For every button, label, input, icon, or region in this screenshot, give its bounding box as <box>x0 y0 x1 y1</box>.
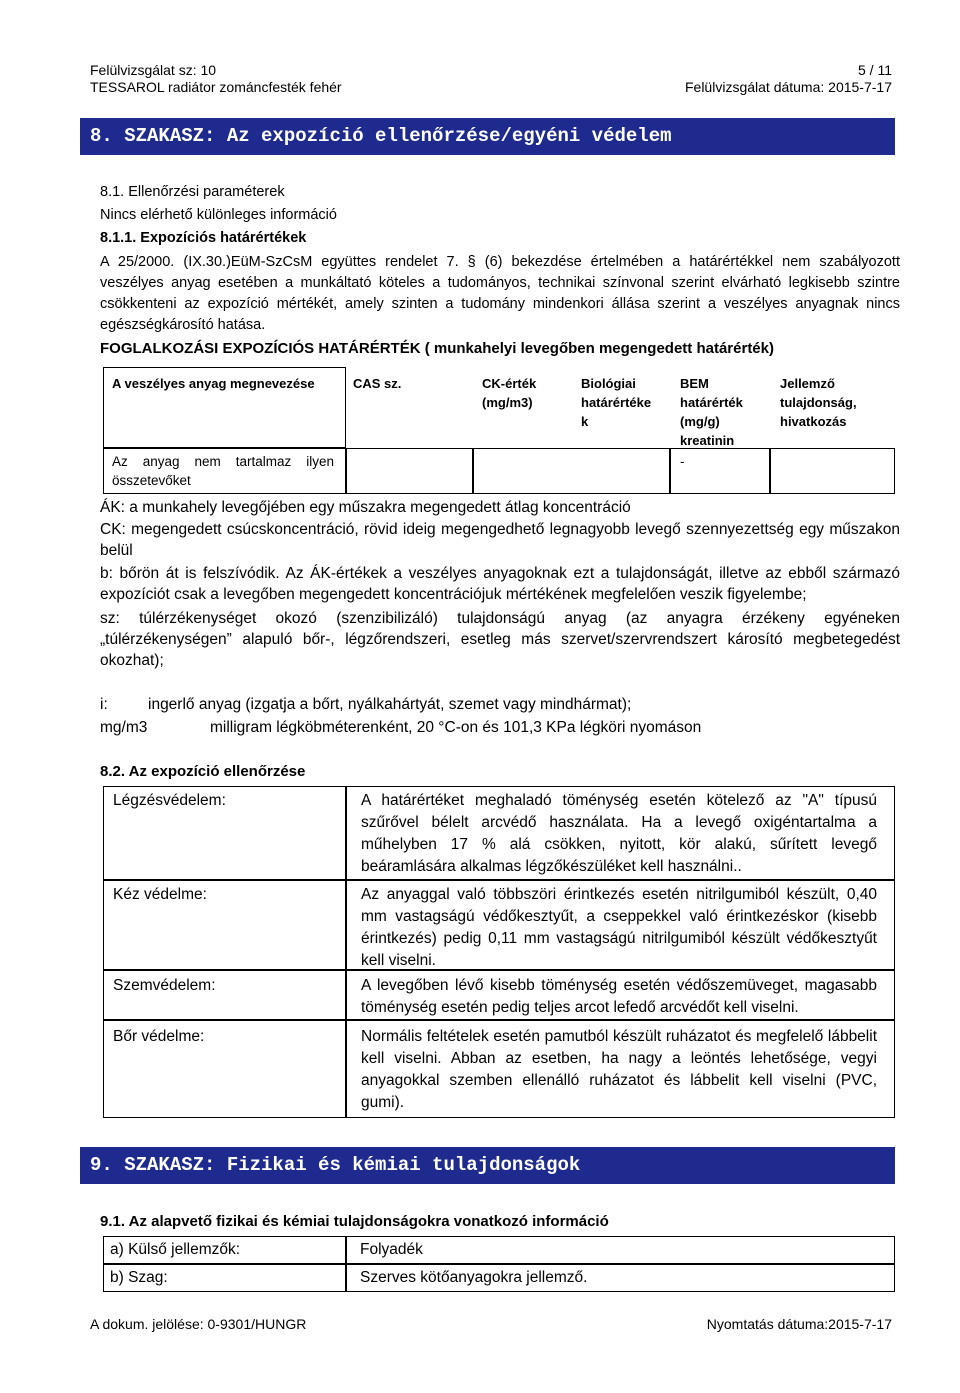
product-name: TESSAROL radiátor zománcfesték fehér <box>90 79 342 95</box>
def-ak: ÁK: a munkahely levegőjében egy műszakra megengedett átlag koncentráció <box>100 499 631 516</box>
limits-heading: FOGLALKOZÁSI EXPOZÍCIÓS HATÁRÉRTÉK ( munkahelyi levegőben megengedett határérték) <box>100 340 774 357</box>
skin-protection-text: Normális feltételek esetén pamutból készült ruházatot és megfelelő lábbelit kell viselni. Abban az esetben, ha nagy a leöntés lehetősége, vegyi anyagokkal szemben ellenálló ruházatot és lábbelit kell viselni (PVC, gumi). <box>361 1028 877 1111</box>
table-header-name: A veszélyes anyag megnevezése <box>112 376 315 391</box>
page-number: 5 / 11 <box>858 62 892 78</box>
print-date: Nyomtatás dátuma:2015-7-17 <box>706 1316 892 1332</box>
def-i-key: i: <box>100 696 108 713</box>
table-cell-substance: Az anyag nem tartalmaz ilyen összetevőket <box>112 454 334 488</box>
table-cell-bem: - <box>680 454 685 469</box>
subsection-9-1: 9.1. Az alapvető fizikai és kémiai tulajdonságokra vonatkozó információ <box>100 1213 609 1230</box>
document-id: A dokum. jelölése: 0-9301/HUNGR <box>90 1316 307 1332</box>
def-ck: CK: megengedett csúcskoncentráció, rövid ideig megengedhető legnagyobb levegő szennyezettség egy műszakon belül <box>100 521 900 559</box>
section-8-title: 8. SZAKASZ: Az expozíció ellenőrzése/egyéni védelem <box>80 118 895 155</box>
table-header-bio: Biológiai határértéke k <box>581 376 652 429</box>
revision-date: Felülvizsgálat dátuma: 2015-7-17 <box>684 79 892 95</box>
revision-number: Felülvizsgálat sz: 10 <box>90 62 217 78</box>
skin-protection-label: Bőr védelme: <box>113 1028 205 1045</box>
table-header-bem: BEM határérték (mg/g) kreatinin <box>680 376 743 448</box>
respiratory-protection-text: A határértéket meghaladó töménység esetén kötelező az "A" típusú szűrővel bélelt arcvédő használata. Ha a levegő oxigéntartalma a műhelyben 17 % alá csökken, nyitott, kör alakú, sűrített levegő beáramlására alkalmas légzőkészüléket kell használni.. <box>361 792 877 875</box>
subsection-8-2: 8.2. Az expozíció ellenőrzése <box>100 763 306 780</box>
table-header-ck: CK-érték (mg/m3) <box>482 376 537 410</box>
appearance-label: a) Külső jellemzők: <box>110 1241 241 1258</box>
subsection-8-1: 8.1. Ellenőrzési paraméterek <box>100 184 285 200</box>
def-b: b: bőrön át is felszívódik. Az ÁK-értékek a veszélyes anyagoknak ezt a tulajdonságát, illetve az ebből származó expozíciót csak a levegőben megengedett koncentrációjuk mértékének megfelelően veszik figyelembe; <box>100 565 900 603</box>
appearance-value: Folyadék <box>360 1241 423 1258</box>
hand-protection-label: Kéz védelme: <box>113 886 207 903</box>
respiratory-protection-label: Légzésvédelem: <box>113 792 226 809</box>
section-9-title: 9. SZAKASZ: Fizikai és kémiai tulajdonságok <box>80 1147 895 1184</box>
def-i-value: ingerlő anyag (izgatja a bőrt, nyálkahártyát, szemet vagy mindhármat); <box>148 696 632 713</box>
odor-value: Szerves kötőanyagokra jellemző. <box>360 1269 588 1286</box>
def-mg-key: mg/m3 <box>100 719 148 736</box>
odor-label: b) Szag: <box>110 1269 168 1286</box>
def-mg-value: milligram légköbméterenként, 20 °C-on és 101,3 KPa légköri nyomáson <box>210 719 702 736</box>
table-header-cas: CAS sz. <box>353 376 402 391</box>
def-sz: sz: túlérzékenységet okozó (szenzibilizáló) tulajdonságú anyag (az anyagra érzékeny egyéneken „túlérzékenységen” alapuló bőr-, légzőrendszeri, esetleg más szervet/szervrendszert károsító megbetegedést okozhat); <box>100 610 900 669</box>
hand-protection-text: Az anyaggal való többszöri érintkezés esetén nitrilgumiból készült, 0,40 mm vastagságú védőkesztyűt, a cseppekkel való érintkezéskor (kisebb érintkezés) pedig 0,11 mm vastagságú nitrilgumiból készült védőkesztyűt kell viselni. <box>361 886 877 969</box>
eye-protection-text: A levegőben lévő kisebb töménység esetén védőszemüveget, magasabb töménység esetén pedig teljes arcot lefedő arcvédőt kell viselni. <box>361 977 877 1016</box>
table-header-property: Jellemző tulajdonság, hivatkozás <box>780 376 857 429</box>
subsection-8-1-1: 8.1.1. Expozíciós határértékek <box>100 230 307 246</box>
eye-protection-label: Szemvédelem: <box>113 977 216 994</box>
no-info-text: Nincs elérhető különleges információ <box>100 207 337 223</box>
decree-paragraph: A 25/2000. (IX.30.)EüM-SzCsM együttes rendelet 7. § (6) bekezdése értelmében a határértékkel nem szabályozott veszélyes anyag esetében a munkáltató köteles a tudományos, technikai színvonal szerint elvárható legkisebb szintre csökkenteni az expozíció mértékét, amely szinten a tudomány mindenkori állása szerint a veszélyes anyagnak nincs egészségkárosító hatása. <box>100 254 900 333</box>
